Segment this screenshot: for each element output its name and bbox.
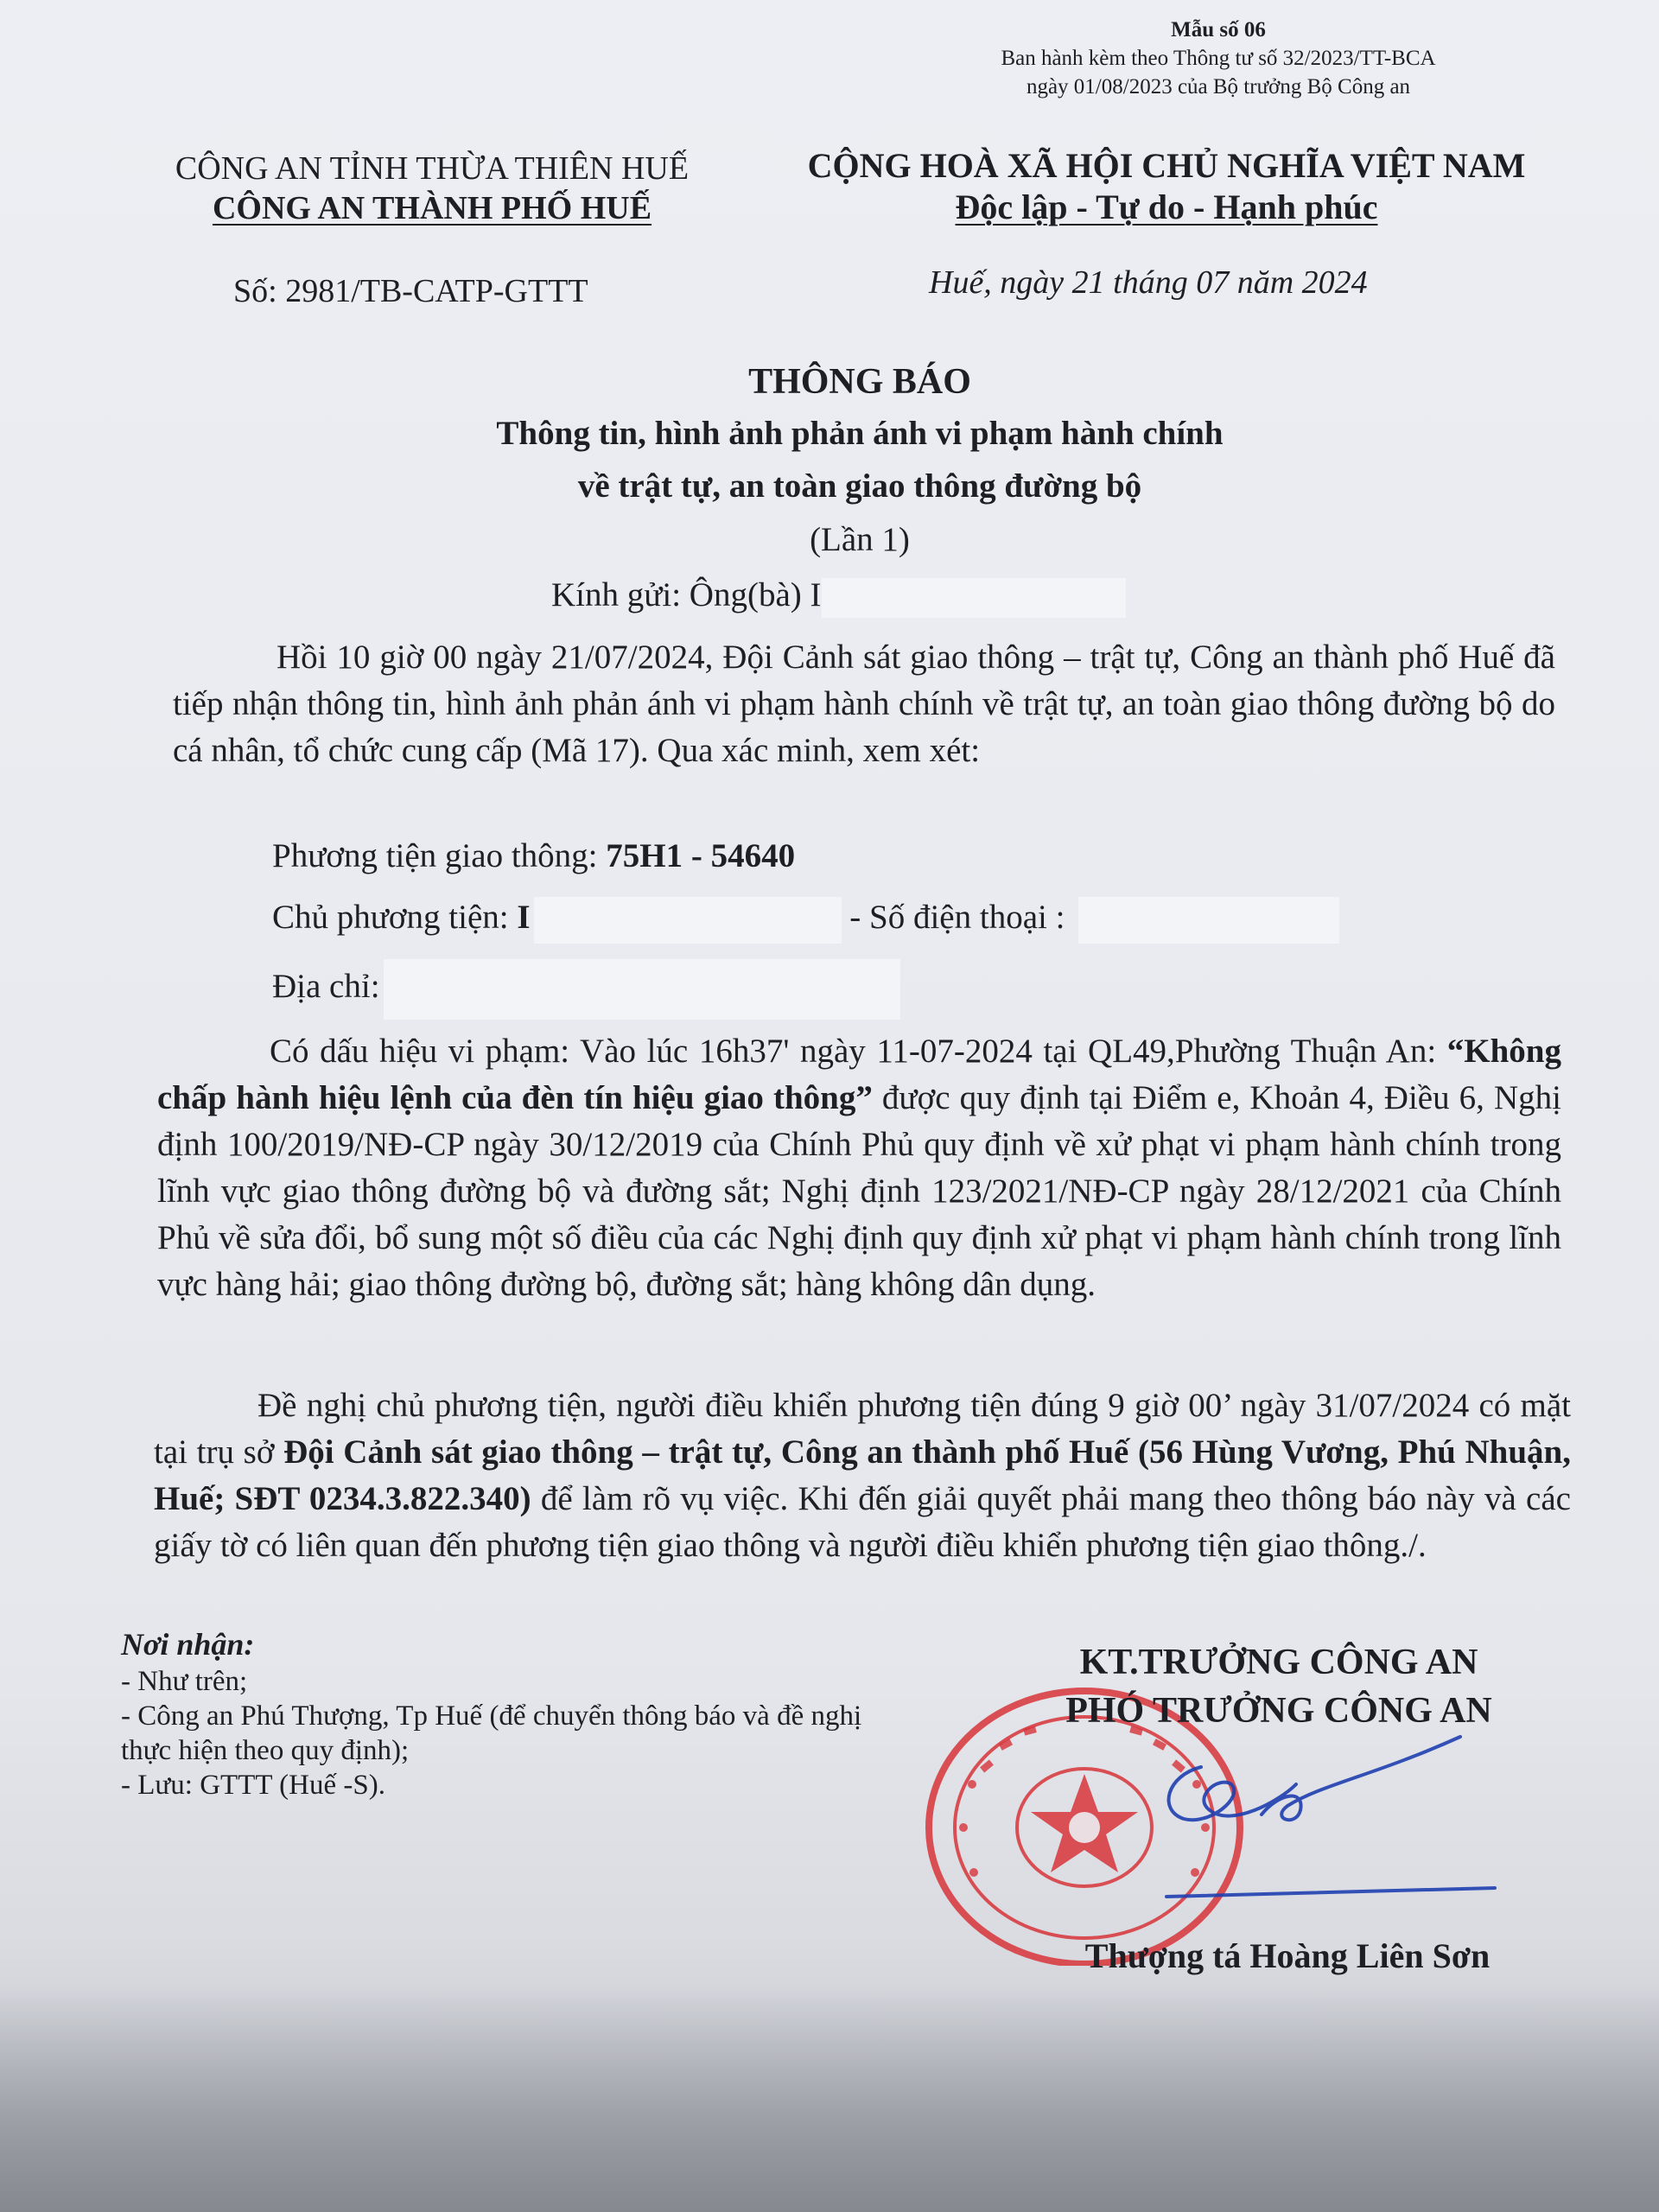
recipients-block <box>121 1624 881 1802</box>
violation-intro: Có dấu hiệu vi phạm: Vào lúc 16h37' ngày 11-07-2024 tại QL49,Phường Thuận An: <box>270 1033 1447 1070</box>
form-issued-date-line: ngày 01/08/2023 của Bộ trưởng Bộ Công an <box>1026 75 1411 99</box>
redacted-name <box>822 578 1126 618</box>
address-label: Địa chỉ: <box>272 967 380 1005</box>
addressee-label: Kính gửi: Ông(bà) I <box>551 576 822 613</box>
violation-paragraph <box>157 1028 1561 1308</box>
redacted-owner-name <box>534 897 842 944</box>
address-line <box>272 959 900 1020</box>
form-issued-line: Ban hành kèm theo Thông tư số 32/2023/TT-BCA <box>1001 47 1436 70</box>
document-date: Huế, ngày 21 tháng 07 năm 2024 <box>929 264 1368 301</box>
intro-paragraph: Hồi 10 giờ 00 ngày 21/07/2024, Đội Cảnh sát giao thông – trật tự, Công an thành phố Huế đã tiếp nhận thông tin, hình ảnh phản ánh vi phạm hành chính về trật tự, an toàn giao thông đường bộ do cá nhân, tổ chức cung cấp (Mã 17). Qua xác minh, xem xét: <box>173 639 1555 769</box>
owner-line <box>272 897 1339 944</box>
nation-name: CỘNG HOÀ XÃ HỘI CHỦ NGHĨA VIỆT NAM <box>807 146 1526 185</box>
recipient-item-2: - Công an Phú Thượng, Tp Huế (để chuyển thông báo và đề nghị thực hiện theo quy định); <box>121 1700 862 1766</box>
violation-legal-basis: được quy định tại Điểm e, Khoản 4, Điều 6, Nghị định 100/2019/NĐ-CP ngày 30/12/2019 của Chính Phủ quy định về xử phạt vi phạm hành chính trong lĩnh vực giao thông đường bộ và đường sắt; Nghị định 123/2021/NĐ-CP ngày 28/12/2021 của Chính Phủ về sửa đổi, bổ sung một số điều của các Nghị định quy định xử phạt vi phạm hành chính trong lĩnh vực hàng hải; giao thông đường bộ, đường sắt; hàng không dân dụng. <box>157 1079 1561 1303</box>
document-subtitle-1: Thông tin, hình ảnh phản ánh vi phạm hành chính <box>496 415 1224 452</box>
summons-intro: Đề nghị chủ phương tiện, người điều khiển phương tiện đúng 9 giờ 00’ ngày 31/07/2024 có mặt tại trụ sở <box>154 1387 1571 1471</box>
handwritten-signature-icon <box>1149 1715 1512 1940</box>
violation-description: “Không chấp hành hiệu lệnh của đèn tín hiệu giao thông” <box>157 1033 1561 1116</box>
photo-shadow <box>0 1987 1659 2212</box>
document-subtitle-2: về trật tự, an toàn giao thông đường bộ <box>577 467 1142 505</box>
signer-name: Thượng tá Hoàng Liên Sơn <box>1084 1936 1491 1975</box>
issuing-agency <box>130 149 734 228</box>
redacted-phone <box>1078 897 1339 944</box>
agency-name: CÔNG AN THÀNH PHỐ HUẾ <box>212 190 652 226</box>
recipient-item-1: - Như trên; <box>121 1666 248 1697</box>
nation-motto: Độc lập - Tự do - Hạnh phúc <box>955 188 1378 226</box>
signer-position: PHÓ TRƯỞNG CÔNG AN <box>1065 1691 1492 1731</box>
recipient-item-3: - Lưu: GTTT (Huế -S). <box>121 1770 385 1801</box>
office-address: Đội Cảnh sát giao thông – trật tự, Công an thành phố Huế (56 Hùng Vương, Phú Nhuận, Huế; SĐT 0234.3.822.340) <box>154 1433 1571 1517</box>
title-block <box>328 356 1391 567</box>
signing-authority: KT.TRƯỞNG CÔNG AN <box>1079 1643 1478 1682</box>
addressee-line <box>551 575 1126 618</box>
summons-instructions: để làm rõ vụ việc. Khi đến giải quyết phải mang theo thông báo này và các giấy tờ có liên quan đến phương tiện giao thông và người điều khiển phương tiện giao thông./. <box>154 1480 1571 1564</box>
vehicle-line <box>272 836 795 875</box>
notice-round: (Lần 1) <box>810 521 910 558</box>
summons-paragraph <box>154 1382 1571 1569</box>
vehicle-label: Phương tiện giao thông: <box>272 837 607 874</box>
parent-agency: CÔNG AN TỈNH THỪA THIÊN HUẾ <box>175 150 690 187</box>
national-header <box>778 145 1555 228</box>
form-number: Mẫu số 06 <box>1171 18 1266 41</box>
phone-label: - Số điện thoại : <box>849 898 1065 936</box>
recipients-heading: Nơi nhận: <box>121 1627 255 1662</box>
form-code-block <box>976 16 1460 101</box>
document-title: THÔNG BÁO <box>748 362 971 402</box>
redacted-address <box>384 959 900 1020</box>
document-number: Số: 2981/TB-CATP-GTTT <box>233 273 588 309</box>
owner-initial: I <box>517 898 531 936</box>
license-plate: 75H1 - 54640 <box>606 837 796 874</box>
owner-label: Chủ phương tiện: <box>272 898 518 936</box>
